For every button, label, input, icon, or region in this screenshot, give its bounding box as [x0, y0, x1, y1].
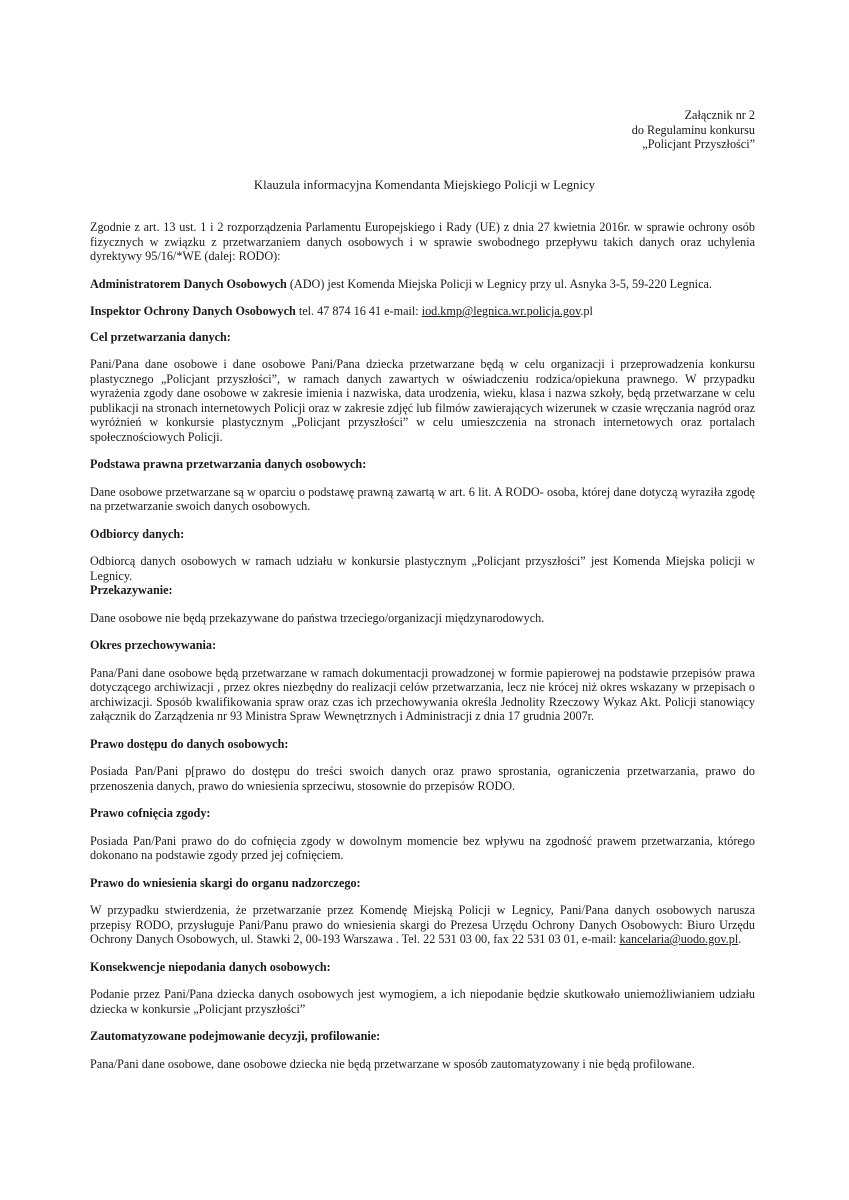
withdrawal-heading: Prawo cofnięcia zgody:	[90, 806, 211, 820]
inspector-email-link[interactable]: iod.kmp@legnica.wr.policja.gov	[421, 304, 581, 318]
complaint-body	[90, 903, 755, 947]
recipients-body: Odbiorcą danych osobowych w ramach udziału w konkursie plastycznym „Policjant przyszłości” jest Komenda Miejska policji w Legnicy.	[90, 554, 755, 583]
intro-paragraph: Zgodnie z art. 13 ust. 1 i 2 rozporządzenia Parlamentu Europejskiego i Rady (UE) z dnia 27 kwietnia 2016r. w sprawie ochrony osób fizycznych w związku z przetwarzaniem danych osobowych i w sprawie swobodnego przepływu takich danych oraz uchylenia dyrektywy 95/16/*WE (dalej: RODO):	[90, 220, 755, 263]
retention-heading: Okres przechowywania:	[90, 638, 217, 652]
inspector-paragraph	[90, 304, 755, 319]
withdrawal-body: Posiada Pan/Pani prawo do do cofnięcia zgody w dowolnym momencie bez wpływu na zgodność prawem przetwarzania, którego dokonano na podstawie zgody przed jej cofnięciem.	[90, 833, 755, 862]
inspector-label: Inspektor Ochrony Danych Osobowych	[90, 304, 296, 318]
admin-text: (ADO) jest Komenda Miejska Policji w Legnicy przy ul. Asnyka 3-5, 59-220 Legnica.	[286, 276, 712, 291]
annex-note	[632, 108, 755, 152]
annex-line-2: do Regulaminu konkursu	[631, 122, 755, 137]
consequences-heading: Konsekwencje niepodania danych osobowych:	[90, 959, 331, 974]
consequences-body: Podanie przez Pani/Pana dziecka danych osobowych jest wymogiem, a ich niepodanie będzie skutkowało uniemożliwianiem udziału dziecka w konkursie „Policjant przyszłości”	[90, 987, 755, 1016]
inspector-text: tel. 47 874 16 41 e-mail:	[295, 304, 422, 318]
complaint-text: W przypadku stwierdzenia, że przetwarzanie przez Komendę Miejską Policji w Legnicy, Pani/Pana danych osobowych narusza przepisy RODO, przysługuje Pani/Panu prawo do wniesienia skargi do Prezesa Urzędu Ochrony Danych Osobowych: Biuro Urzędu Ochrony Danych Osobowych, ul. Stawki 2, 00-193 Warszawa . Tel. 22 531 03 00, fax 22 531 03 01, e-mail:	[90, 903, 755, 946]
annex-line-3: „Policjant Przyszłości”	[642, 137, 755, 151]
automated-body: Pana/Pani dane osobowe, dane osobowe dziecka nie będą przetwarzane w sposób zautomatyzowany i nie będą profilowane.	[90, 1056, 695, 1071]
admin-label: Administratorem Danych Osobowych	[90, 276, 287, 291]
admin-paragraph	[90, 277, 755, 292]
complaint-heading: Prawo do wniesienia skargi do organu nadzorczego:	[90, 875, 361, 890]
retention-body: Pana/Pani dane osobowe będą przetwarzane w ramach dokumentacji prowadzonej w formie papierowej na podstawie przepisów prawa dotyczącego archiwizacji , przez okres niezbędny do realizacji celów przetwarzania, lecz nie krócej niż okres wskazany w przepisach o archiwizacji. Sposób kwalifikowania spraw oraz czas ich przechowywania określa Jednolity Rzeczowy Wykaz Akt. Policji stanowiący załącznik do Zarządzenia nr 93 Ministra Spraw Wewnętrznych i Administracji z dnia 17 grudnia 2007r.	[90, 665, 755, 723]
automated-heading: Zautomatyzowane podejmowanie decyzji, profilowanie:	[90, 1029, 381, 1043]
transfer-heading: Przekazywanie:	[90, 583, 173, 597]
purpose-body: Pani/Pana dane osobowe i dane osobowe Pani/Pana dziecka przetwarzane będą w celu organizacji i przeprowadzenia konkursu plastycznego „Policjant przyszłości”, w ramach danych zawartych w oświadczeniu rodzica/opiekuna prawnego. W przypadku wyrażenia zgody dane osobowe w zakresie imienia i nazwiska, data urodzenia, wieku, klasa i nazwa szkoły, będą przetwarzane w celu publikacji na stronach internetowych Policji oraz w zakresie zdjęć lub filmów zawierających wizerunek w czasie wręczania nagród oraz wyróżnień w konkursie plastycznym „Policjant przyszłości” w celu umieszczenia na stronach internetowych oraz portalach społecznościowych Policji.	[90, 357, 755, 444]
access-heading: Prawo dostępu do danych osobowych:	[90, 736, 289, 751]
purpose-heading: Cel przetwarzania danych:	[90, 329, 231, 344]
document-title: Klauzula informacyjna Komendanta Miejskiego Policji w Legnicy	[253, 178, 596, 192]
legal-basis-body: Dane osobowe przetwarzane są w oparciu o podstawę prawną zawartą w art. 6 lit. A RODO- osoba, której dane dotyczą wyraziła zgodę na przetwarzanie swoich danych osobowych.	[90, 484, 755, 513]
transfer-body: Dane osobowe nie będą przekazywane do państwa trzeciego/organizacji międzynarodowych.	[90, 610, 545, 625]
complaint-tail: .	[738, 932, 742, 946]
legal-basis-heading: Podstawa prawna przetwarzania danych osobowych:	[90, 457, 367, 471]
complaint-email-link[interactable]: kancelaria@uodo.gov.pl	[619, 932, 739, 946]
annex-line-1: Załącznik nr 2	[684, 108, 755, 122]
inspector-email-tail: .pl	[580, 304, 593, 318]
access-body: Posiada Pan/Pani p[prawo do dostępu do treści swoich danych oraz prawo sprostania, ograniczenia przetwarzania, prawo do przenoszenia danych, prawo do wniesienia sprzeciwu, stosownie do przepisów RODO.	[90, 764, 755, 793]
document-body	[90, 220, 755, 1071]
recipients-heading: Odbiorcy danych:	[90, 526, 185, 541]
